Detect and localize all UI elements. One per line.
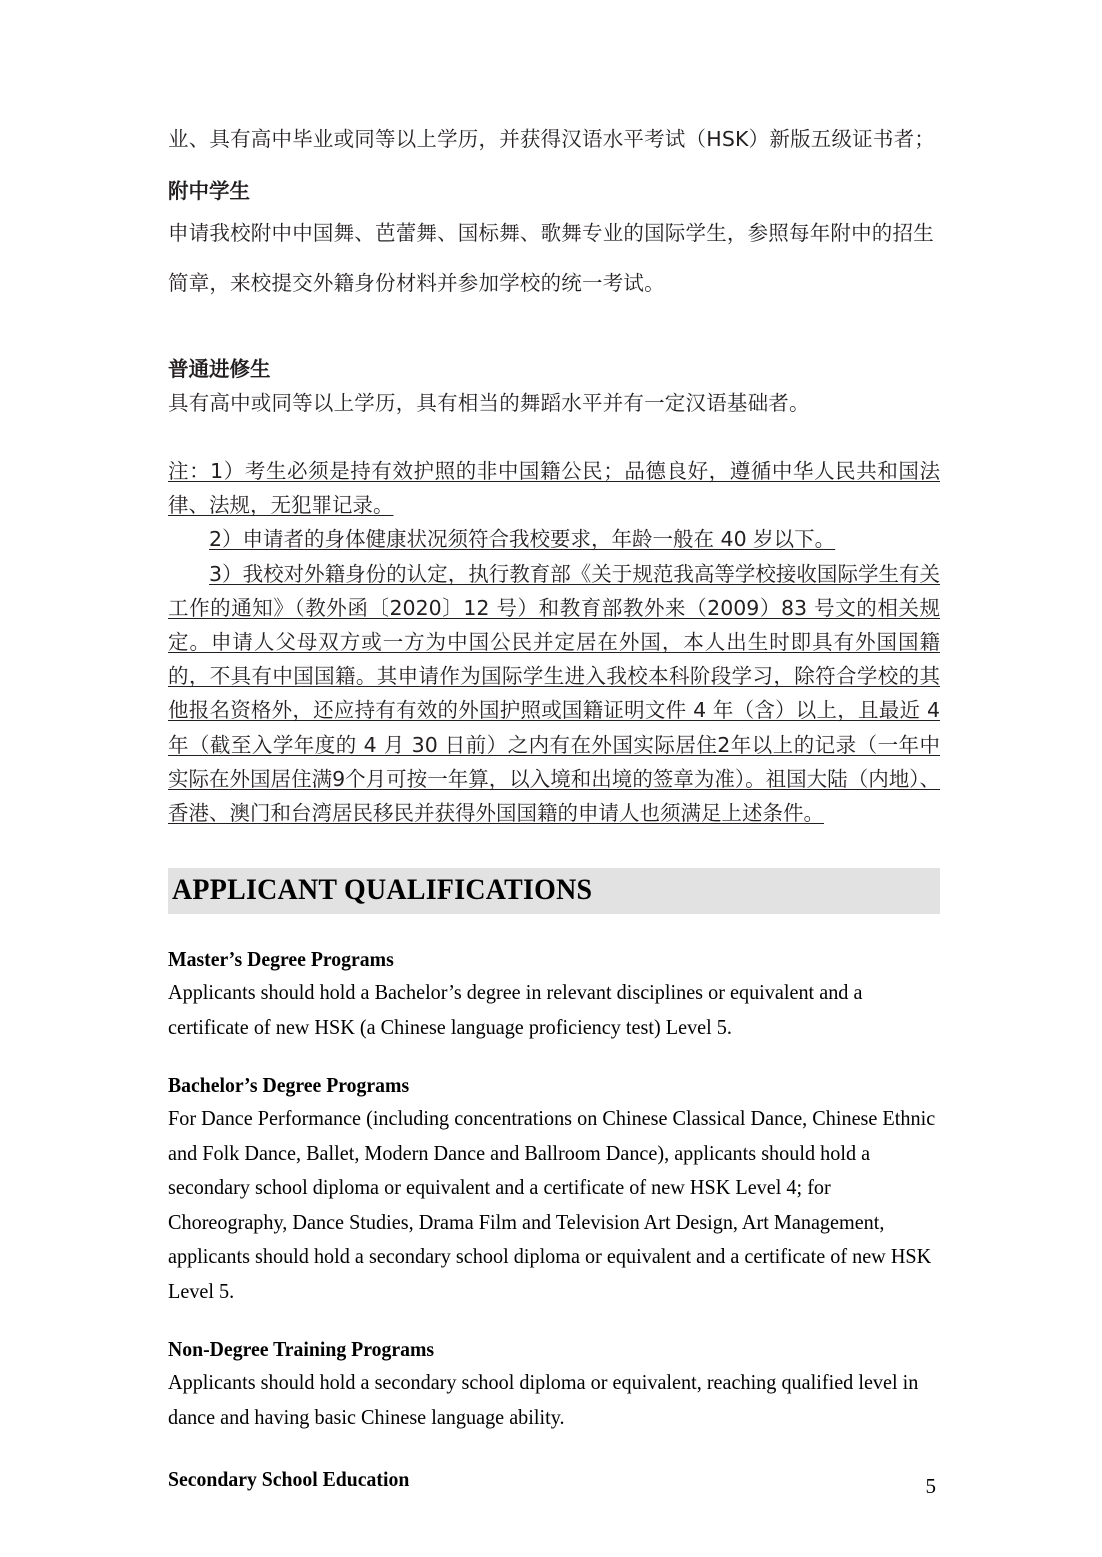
page-content — [168, 122, 940, 1495]
english-heading-non-degree: Non-Degree Training Programs — [168, 1337, 435, 1362]
english-body-masters: Applicants should hold a Bachelor’s degree in relevant disciplines or equivalent and a certificate of new HSK (a Chinese language proficiency test) Level 5. — [168, 980, 863, 1039]
page-title: APPLICANT QUALIFICATIONS — [172, 873, 593, 907]
spacer — [168, 830, 940, 868]
english-heading-bachelors: Bachelor’s Degree Programs — [168, 1073, 410, 1098]
continued-chinese-paragraph: 业、具有高中毕业或同等以上学历，并获得汉语水平考试（HSK）新版五级证书者； — [168, 127, 935, 151]
spacer — [168, 914, 940, 944]
chinese-note-item-2: 2）申请者的身体健康状况须符合我校要求，年龄一般在 40 岁以下。 — [209, 527, 836, 552]
spacer — [168, 1434, 940, 1464]
spacer — [168, 420, 940, 454]
english-heading-masters: Master’s Degree Programs — [168, 947, 394, 972]
english-heading-secondary-school: Secondary School Education — [168, 1467, 410, 1492]
section-heading-band — [168, 868, 940, 914]
english-body-bachelors: For Dance Performance (including concentrations on Chinese Classical Dance, Chinese Ethnic and Folk Dance, Ballet, Modern Dance and Ballroom Dance), applicants should hold a secondary school diploma or equivalent and a certificate of new HSK Level 4; for Choreography, Dance Studies, Drama Film and Television Art Design, Art Management, applicants should hold a secondary school diploma or equivalent and a certificate of new HSK Level 5. — [168, 1106, 936, 1303]
chinese-section-heading-general-training: 普通进修生 — [168, 357, 271, 381]
spacer — [168, 1308, 940, 1334]
spacer — [168, 308, 940, 352]
spacer — [168, 156, 940, 174]
english-body-non-degree: Applicants should hold a secondary school diploma or equivalent, reaching qualified level in dance and having basic Chinese language ability. — [168, 1370, 919, 1429]
chinese-section-body-general-training: 具有高中或同等以上学历，具有相当的舞蹈水平并有一定汉语基础者。 — [168, 391, 810, 415]
spacer — [168, 1044, 940, 1070]
chinese-note-item-3: 3）我校对外籍身份的认定，执行教育部《关于规范我高等学校接收国际学生有关工作的通知》（教外函〔2020〕12 号）和教育部教外来（2009）83 号文的相关规定。申请人父母双方或一方为中国公民并定居在外国，本人出生时即具有外国国籍的，不具有中国国籍。其申请作为国际学生进入我校本科阶段学习，除符合学校的其他报名资格外，还应持有有效的外国护照或国籍证明文件 4 年（含）以上，且最近 4 年（截至入学年度的 4 月 30 日前）之内有在外国实际居住2年以上的记录（一年中实际在外国居住满9个月可按一年算，以入境和出境的签章为准）。祖国大陆（内地）、香港、澳门和台湾居民移民并获得外国国籍的申请人也须满足上述条件。 — [168, 561, 940, 826]
page-number: 5 — [925, 1474, 936, 1498]
chinese-section-body-affiliated-school: 申请我校附中中国舞、芭蕾舞、国标舞、歌舞专业的国际学生，参照每年附中的招生简章，来校提交外籍身份材料并参加学校的统一考试。 — [168, 221, 934, 295]
chinese-section-heading-affiliated-school: 附中学生 — [168, 179, 250, 203]
chinese-note-item-1: 注：1）考生必须是持有效护照的非中国籍公民；品德良好，遵循中华人民共和国法律、法规，无犯罪记录。 — [168, 459, 940, 518]
